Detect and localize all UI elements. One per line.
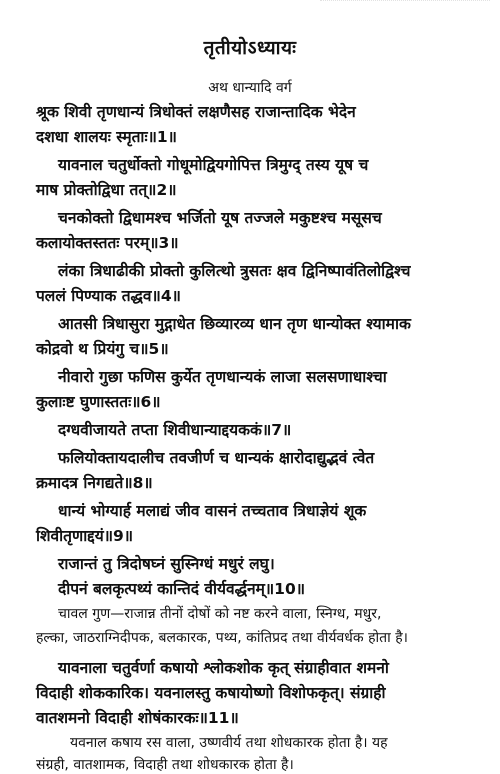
verse-line-1: श्रूक शिवी तृणधान्यं त्रिधोक्तं लक्षणैसह राजान्तादिक भेदेन [36,103,356,121]
verse-line-6: कलायोक्तस्ततः परम्॥3॥ [36,234,179,252]
verse-line-18: राजान्तं तु त्रिदोषघ्नं सुस्निग्धं मधुरं लघु। [58,555,275,573]
verse-line-17: शिवीतृणाद्दयं॥9॥ [36,527,134,545]
verse-line-9: आतसी त्रिधासुरा मुद्गाधेत छिव्यारव्य धान तृण धान्योक्त श्यामाक [58,315,411,333]
verse-line-20: यावनाला चतुर्वर्णा कषायो श्लोकशोक कृत् संग्राहीवात शमनो [58,659,389,677]
verse-line-7: लंका त्रिधाढीकी प्रोक्तो कुलित्थो त्रुसतः क्षव द्विनिष्पावंतिलोद्विश्च [58,262,411,280]
commentary-line-1: चावल गुण—राजान्न तीनों दोषों को नष्ट करने वाला, स्निग्ध, मधुर, [58,606,382,622]
verse-line-5: चनकोक्तो द्विधामश्च भर्जितो यूष तज्जले मकुष्टश्च मसूसच [58,209,382,227]
chapter-title: तृतीयोऽध्यायः [203,37,297,59]
faint-bleedthrough [320,0,490,7]
verse-line-16: धान्यं भोग्यार्ह मलाद्यं जीव वासनं तच्चताव त्रिधाज्ञेयं शूक [58,502,367,520]
verse-line-3: यावनाल चतुर्धोक्तो गोधूमोद्वियगोपित्त त्रिमुग्द् तस्य यूष च [58,156,369,174]
section-heading: अथ धान्यादि वर्ग [208,80,292,96]
verse-line-12: कुलाःष्ट घुणास्ततः॥6॥ [36,393,161,411]
verse-line-19: दीपनं बलकृत्पथ्यं कान्तिदं वीर्यवर्द्धनम्॥10॥ [58,580,306,598]
commentary-line-4: संग्रही, वातशामक, विदाही तथा शोधकारक होता है। [36,757,294,773]
verse-line-22: वातशमनो विदाही शोषंकारकः॥11॥ [36,709,239,727]
commentary-line-3: यवनाल कषाय रस वाला, उष्णवीर्य तथा शोधकारक होता है। यह [70,735,388,751]
verse-line-13: दग्धवीजायते तप्ता शिवीधान्याद्दयककं॥7॥ [58,421,292,439]
verse-line-8: पललं पिण्याक तद्धव॥4॥ [36,287,181,305]
verse-line-21: विदाही शोककारिक। यवनालस्तु कषायोष्णो विशोफकृत्। संग्राही [36,684,386,702]
verse-line-2: दशधा शालयः स्मृताः॥1॥ [36,128,177,146]
verse-line-4: माष प्रोक्तोद्विधा तत्॥2॥ [36,181,177,199]
verse-line-10: कोद्रवो थ प्रियंगु च॥5॥ [36,340,169,358]
verse-line-14: फलियोक्तायदालीच तवजीर्ण च धान्यकं क्षारोदाद्युद्भवं त्वेत [58,449,375,467]
verse-line-15: क्रमादत्र निगद्यते॥8॥ [36,474,153,492]
commentary-line-2: हल्का, जाठराग्निदीपक, बलकारक, पथ्य, कांतिप्रद तथा वीर्यवर्धक होता है। [36,630,408,646]
verse-line-11: नीवारो गुछा फणिस कुर्येत तृणधान्यकं लाजा सलसणाधाश्चा [58,368,387,386]
